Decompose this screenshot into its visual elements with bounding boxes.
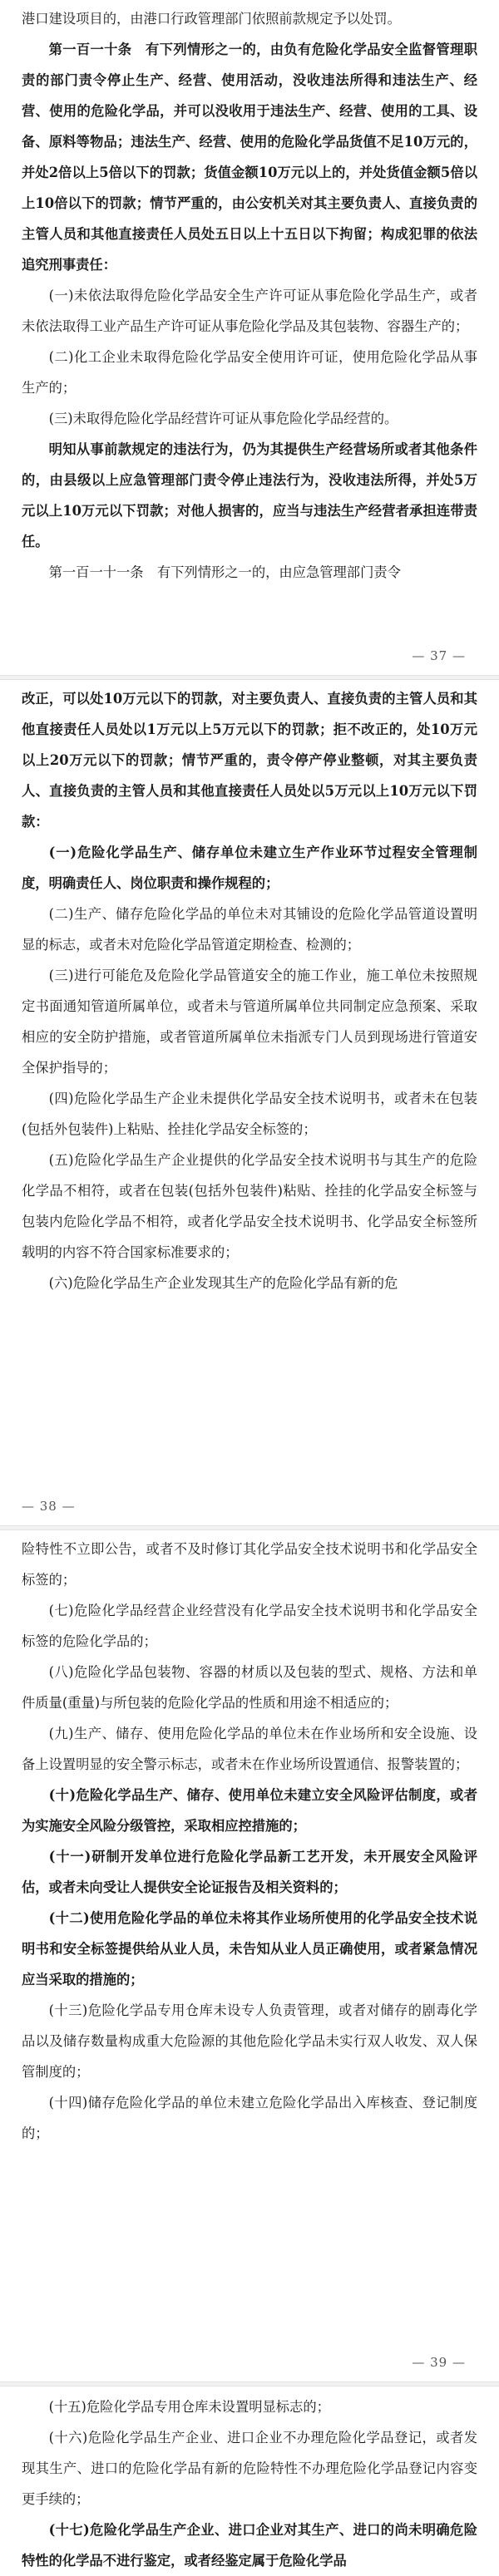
- document-paragraph: (十一)研制开发单位进行危险化学品新工艺开发，未开展安全风险评估，或者未向受让人提供安全论证报告及相关资料的；: [22, 1849, 477, 1895]
- document-paragraph: (二)化工企业未取得危险化学品安全使用许可证，使用危险化学品从事生产的；: [22, 349, 477, 396]
- document-paragraph: (十六)危险化学品生产企业、进口企业不办理危险化学品登记，或者发现其生产、进口的危险化学品有新的危险特性不办理危险化学品登记内容变更手续的；: [22, 2430, 477, 2507]
- document-paragraph: (十五)危险化学品专用仓库未设置明显标志的；: [48, 2399, 330, 2415]
- document-paragraph: (四)危险化学品生产企业未提供化学品安全技术说明书，或者未在包装(包括外包装件)上粘贴、拴挂化学品安全标签的；: [22, 1091, 477, 1137]
- page-number: — 39 —: [412, 2355, 466, 2370]
- document-paragraph: (二)生产、储存危险化学品的单位未对其铺设的危险化学品管道设置明显的标志，或者未对危险化学品管道定期检查、检测的；: [22, 906, 477, 953]
- document-paragraph: (一)危险化学品生产、储存单位未建立生产作业环节过程安全管理制度，明确责任人、岗位职责和操作规程的；: [22, 845, 477, 891]
- page-38: [0, 680, 499, 1525]
- page-38-body: [22, 683, 477, 1298]
- document-paragraph: 第一百一十条 有下列情形之一的，由负有危险化学品安全监督管理职责的部门责令停止生产、经营、使用活动，没收违法所得和违法生产、经营、使用的危险化学品，并可以没收用于违法生产、经营、使用的工具、设备、原料等物品；违法生产、经营、使用的危险化学品货值不足10万元的，并处2倍以上5倍以下的罚款；货值金额10万元以上的，并处货值金额5倍以上10倍以下的罚款；情节严重的，由公安机关对其主要负责人、直接负责的主管人员和其他直接责任人员处五日以上十五日以下拘留；构成犯罪的依法追究刑事责任：: [22, 42, 477, 273]
- document-paragraph: (七)危险化学品经营企业经营没有化学品安全技术说明书和化学品安全标签的危险化学品的；: [22, 1603, 477, 1649]
- page-37-body: [22, 3, 477, 588]
- document-paragraph: 明知从事前款规定的违法行为，仍为其提供生产经营场所或者其他条件的，由县级以上应急管理部门责令停止违法行为，没收违法所得，并处5万元以上10万元以下罚款；对他人损害的，应当与违法生产经营者承担连带责任。: [22, 441, 477, 549]
- document-paragraph: (十四)储存危险化学品的单位未建立危险化学品出入库核查、登记制度的；: [22, 2095, 477, 2141]
- page-39-body: [22, 1534, 477, 2149]
- document-paragraph: (五)危险化学品生产企业提供的化学品安全技术说明书与其生产的危险化学品不相符，或者在包装(包括外包装件)粘贴、拴挂的化学品安全标签与包装内危险化学品不相符，或者化学品安全技术说明书、化学品安全标签所载明的内容不符合国家标准要求的；: [22, 1152, 477, 1260]
- document-paragraph: (三)进行可能危及危险化学品管道安全的施工作业，施工单位未按照规定书面通知管道所属单位，或者未与管道所属单位共同制定应急预案、采取相应的安全防护措施，或者管道所属单位未指派专门人员到现场进行管道安全保护指导的；: [22, 968, 477, 1076]
- document-paragraph: 险特性不立即公告，或者不及时修订其化学品安全技术说明书和化学品安全标签的；: [22, 1541, 477, 1588]
- document-paragraph: 第一百一十一条 有下列情形之一的，由应急管理部门责令: [48, 564, 401, 580]
- document-paragraph: 港口建设项目的，由港口行政管理部门依照前款规定予以处罚。: [22, 11, 401, 27]
- document-paragraph: (九)生产、储存、使用危险化学品的单位未在作业场所和安全设施、设备上设置明显的安全警示标志，或者未在作业场所设置通信、报警装置的；: [22, 1726, 477, 1772]
- document-paragraph: (一)未依法取得危险化学品安全生产许可证从事危险化学品生产，或者未依法取得工业产品生产许可证从事危险化学品及其包装物、容器生产的；: [22, 288, 477, 334]
- page-39: [0, 1530, 499, 2381]
- document-paragraph: (八)危险化学品包装物、容器的材质以及包装的型式、规格、方法和单件质量(重量)与所包装的危险化学品的性质和用途不相适应的；: [22, 1664, 477, 1711]
- page-37: [0, 0, 499, 675]
- page-number: — 38 —: [22, 1499, 76, 1514]
- document-paragraph: (十七)危险化学品生产企业、进口企业对其生产、进口的尚未明确危险特性的化学品不进行鉴定，或者经鉴定属于危险化学品: [22, 2522, 477, 2569]
- document-paragraph: (十二)使用危险化学品的单位未将其作业场所使用的化学品安全技术说明书和安全标签提供给从业人员，未告知从业人员正确使用，或者紧急情况应当采取的措施的；: [22, 1910, 477, 1987]
- document-paragraph: (十三)危险化学品专用仓库未设专人负责管理，或者对储存的剧毒化学品以及储存数量构成重大危险源的其他危险化学品未实行双人收发、双人保管制度的；: [22, 2002, 477, 2080]
- page-40: [0, 2386, 499, 2576]
- document-paragraph: (六)危险化学品生产企业发现其生产的危险化学品有新的危: [48, 1275, 398, 1291]
- page-number: — 37 —: [412, 648, 466, 663]
- document-paragraph: (十)危险化学品生产、储存、使用单位未建立安全风险评估制度，或者为实施安全风险分级管控，采取相应控措施的；: [22, 1787, 477, 1834]
- document-paragraph: 改正，可以处10万元以下的罚款，对主要负责人、直接负责的主管人员和其他直接责任人员处以1万元以上5万元以下的罚款；拒不改正的，处10万元以上20万元以下的罚款；情节严重的，责令停产停业整顿，对其主要负责人、直接负责的主管人员和其他直接责任人员处以5万元以上10万元以下罚款：: [22, 691, 477, 830]
- document-paragraph: (三)未取得危险化学品经营许可证从事危险化学品经营的。: [48, 411, 398, 426]
- page-40-body: [22, 2391, 477, 2576]
